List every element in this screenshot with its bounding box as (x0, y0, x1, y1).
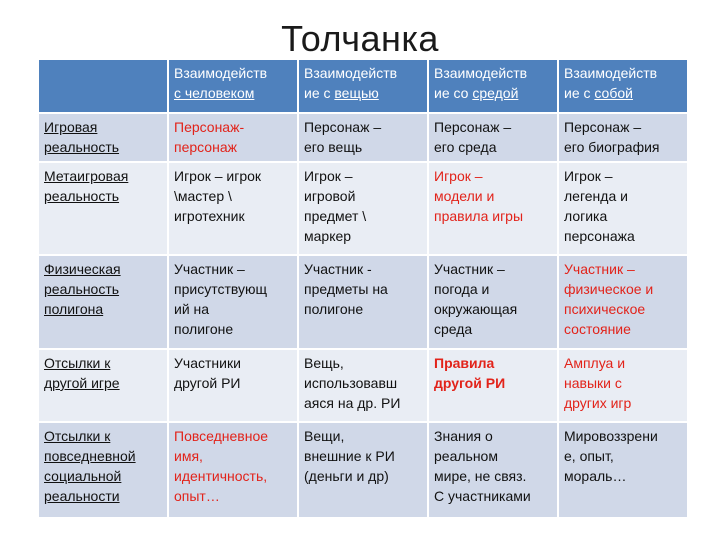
row-header-line: другой игре (44, 375, 120, 391)
header-row (39, 60, 687, 112)
cell-line: ий на (174, 301, 210, 317)
cell-line: Игрок – (434, 168, 483, 184)
cell-line: С участниками (434, 488, 531, 504)
cell-line: имя, (174, 448, 203, 464)
cell-line: мораль… (564, 468, 627, 484)
row-header-line: реальность (44, 139, 120, 155)
cell-line: легенда и (564, 188, 628, 204)
cell-line: Игрок – (564, 168, 613, 184)
cell-line: е, опыт, (564, 448, 614, 464)
cell-line: Персонаж – (434, 119, 512, 135)
row-header (39, 350, 167, 421)
cell-line: мире, не связ. (434, 468, 527, 484)
cell-line: игротехник (174, 208, 245, 224)
header-col-human: Взаимодейств с человеком (169, 60, 297, 112)
cell-line: Мировоззрени (564, 428, 658, 444)
cell-line: правила игры (434, 208, 524, 224)
table-cell (429, 350, 557, 421)
cell-line: навыки с (564, 375, 622, 391)
cell-line: Игрок – (304, 168, 353, 184)
row-header (39, 256, 167, 348)
table-cell (299, 423, 427, 517)
cell-line: Правила (434, 355, 495, 371)
cell-line: Персонаж – (304, 119, 382, 135)
cell-line: полигоне (304, 301, 364, 317)
row-header-line: Метаигровая (44, 168, 129, 184)
cell-line: состояние (564, 321, 631, 337)
table-row (39, 423, 687, 517)
row-header-line: реальности (44, 488, 120, 504)
cell-line: Знания о (434, 428, 493, 444)
cell-line: идентичность, (174, 468, 268, 484)
cell-line: полигоне (174, 321, 234, 337)
table-cell (559, 423, 687, 517)
table-body (39, 114, 687, 517)
cell-line: внешние к РИ (304, 448, 395, 464)
cell-line: Игрок – игрок (174, 168, 262, 184)
table-cell (559, 163, 687, 254)
cell-line: модели и (434, 188, 495, 204)
cell-line: другой РИ (174, 375, 241, 391)
cell-line: других игр (564, 395, 632, 411)
table-cell (299, 350, 427, 421)
cell-line: Вещь, (304, 355, 344, 371)
slide-title: Толчанка (281, 18, 439, 59)
header-col-thing: Взаимодейств ие с вещью (299, 60, 427, 112)
cell-line: игровой (304, 188, 356, 204)
cell-line: Персонаж – (564, 119, 642, 135)
cell-line: персонаж (174, 139, 237, 155)
cell-line: Вещи, (304, 428, 345, 444)
cell-line: Участник – (564, 261, 635, 277)
cell-line: предметы на (304, 281, 388, 297)
row-header-line: реальность (44, 188, 120, 204)
cell-line: его среда (434, 139, 497, 155)
cell-line: Персонаж- (174, 119, 245, 135)
table-row (39, 350, 687, 421)
table-row (39, 114, 687, 161)
table-cell (559, 350, 687, 421)
row-header (39, 163, 167, 254)
table-cell (299, 163, 427, 254)
table-cell (169, 256, 297, 348)
cell-line: Участник - (304, 261, 372, 277)
row-header-line: социальной (44, 468, 122, 484)
cell-line: аяся на др. РИ (304, 395, 401, 411)
cell-line: \мастер \ (174, 188, 232, 204)
cell-line: Повседневное (174, 428, 269, 444)
cell-line: Участник – (434, 261, 505, 277)
cell-line: другой РИ (434, 375, 506, 391)
table-cell (169, 423, 297, 517)
table-cell (169, 350, 297, 421)
row-header-line: Физическая (44, 261, 121, 277)
cell-line: (деньги и др) (304, 468, 389, 484)
cell-line: присутствующ (174, 281, 268, 297)
cell-line: предмет \ (304, 208, 367, 224)
cell-line: погода и (434, 281, 490, 297)
table-cell (559, 114, 687, 161)
cell-line: психическое (564, 301, 646, 317)
cell-line: персонажа (564, 228, 635, 244)
comparison-table (37, 58, 689, 519)
cell-line: Амплуа и (564, 355, 626, 371)
table-cell (559, 256, 687, 348)
table-cell (299, 114, 427, 161)
table-cell (429, 114, 557, 161)
table-cell (169, 114, 297, 161)
row-header-line: повседневной (44, 448, 136, 464)
cell-line: его биография (564, 139, 660, 155)
row-header-line: реальность (44, 281, 120, 297)
header-col-environment: Взаимодейств ие со средой (429, 60, 557, 112)
row-header-line: Отсылки к (44, 355, 111, 371)
table-row (39, 256, 687, 348)
row-header-line: Отсылки к (44, 428, 111, 444)
cell-line: Участник – (174, 261, 245, 277)
table-cell (429, 163, 557, 254)
cell-line: его вещь (304, 139, 363, 155)
row-header (39, 423, 167, 517)
cell-line: реальном (434, 448, 498, 464)
cell-line: окружающая (434, 301, 518, 317)
header-corner (39, 60, 167, 112)
cell-line: логика (564, 208, 608, 224)
row-header-line: полигона (44, 301, 104, 317)
table-cell (299, 256, 427, 348)
cell-line: Участники (174, 355, 241, 371)
cell-line: физическое и (564, 281, 654, 297)
table-cell (429, 423, 557, 517)
row-header (39, 114, 167, 161)
header-col-self: Взаимодейств ие с собой (559, 60, 687, 112)
cell-line: опыт… (174, 488, 220, 504)
table-cell (429, 256, 557, 348)
row-header-line: Игровая (44, 119, 98, 135)
cell-line: использовавш (304, 375, 398, 391)
table-row (39, 163, 687, 254)
cell-line: среда (434, 321, 473, 337)
cell-line: маркер (304, 228, 352, 244)
table-cell (169, 163, 297, 254)
